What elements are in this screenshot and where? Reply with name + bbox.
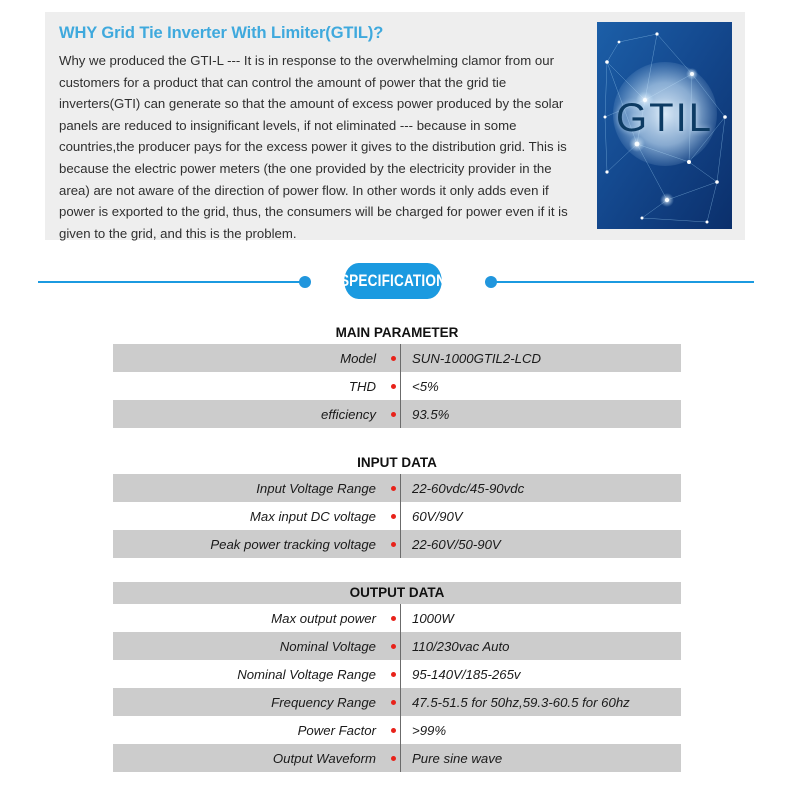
spec-value: 22-60V/50-90V — [412, 536, 501, 552]
spec-value: 95-140V/185-265v — [412, 666, 521, 682]
spec-label: Model — [340, 350, 376, 366]
spec-label: Peak power tracking voltage — [210, 536, 376, 552]
table-row — [113, 744, 681, 772]
divider-line-left — [38, 281, 304, 283]
row-bullet-icon — [386, 728, 400, 733]
spec-value: <5% — [412, 378, 439, 394]
divider-line-right — [496, 281, 754, 283]
spec-label: Max input DC voltage — [249, 508, 376, 524]
table-row — [113, 530, 681, 558]
row-bullet-icon — [386, 644, 400, 649]
spec-value: >99% — [412, 722, 447, 738]
row-bullet-icon — [386, 616, 400, 621]
spec-value: 93.5% — [412, 406, 450, 422]
spec-value: SUN-1000GTIL2-LCD — [412, 350, 541, 366]
spec-label: THD — [348, 378, 376, 394]
specification-tables — [113, 322, 681, 772]
spec-block-title: OUTPUT DATA — [113, 582, 681, 604]
table-row — [113, 344, 681, 372]
row-bullet-icon — [386, 700, 400, 705]
gtil-wordmark: GTIL — [616, 96, 713, 140]
spec-block — [113, 582, 681, 772]
spec-value: 60V/90V — [412, 508, 463, 524]
column-divider — [400, 344, 401, 428]
row-bullet-icon — [386, 542, 400, 547]
spec-label: Nominal Voltage Range — [237, 666, 376, 682]
intro-title: WHY Grid Tie Inverter With Limiter(GTIL)? — [59, 24, 384, 42]
table-row — [113, 604, 681, 632]
column-divider — [400, 474, 401, 558]
row-bullet-icon — [386, 756, 400, 761]
spec-row-group — [113, 474, 681, 558]
spec-label: Output Waveform — [272, 750, 376, 766]
row-bullet-icon — [386, 412, 400, 417]
spec-label: Power Factor — [297, 722, 376, 738]
row-bullet-icon — [386, 486, 400, 491]
divider-dot-left — [299, 276, 311, 288]
spec-value: 47.5-51.5 for 50hz,59.3-60.5 for 60hz — [412, 694, 630, 710]
row-bullet-icon — [386, 514, 400, 519]
table-row — [113, 474, 681, 502]
table-row — [113, 716, 681, 744]
table-row — [113, 632, 681, 660]
spec-value: 22-60vdc/45-90vdc — [412, 480, 525, 496]
intro-image-column — [597, 12, 745, 240]
specification-divider — [0, 258, 790, 306]
spec-row-group — [113, 604, 681, 772]
spec-block — [113, 452, 681, 558]
row-bullet-icon — [386, 356, 400, 361]
table-row — [113, 400, 681, 428]
specification-badge: SPECIFICATION — [344, 263, 442, 299]
spec-value: 1000W — [412, 610, 454, 626]
table-row — [113, 660, 681, 688]
table-row — [113, 688, 681, 716]
spec-label: Frequency Range — [271, 694, 376, 710]
intro-panel — [45, 12, 745, 240]
table-row — [113, 372, 681, 400]
intro-text-column — [45, 12, 597, 240]
spec-label: Max output power — [271, 610, 376, 626]
row-bullet-icon — [386, 384, 400, 389]
spec-block-title: MAIN PARAMETER — [335, 325, 459, 340]
spec-label: Input Voltage Range — [256, 480, 376, 496]
row-bullet-icon — [386, 672, 400, 677]
spec-value: Pure sine wave — [412, 750, 503, 766]
spec-block-title: INPUT DATA — [357, 455, 437, 470]
gtil-product-image — [597, 22, 732, 229]
table-row — [113, 502, 681, 530]
spec-label: Nominal Voltage — [279, 638, 376, 654]
column-divider — [400, 604, 401, 772]
intro-body-text: Why we produced the GTI-L --- It is in response to the overwhelming clamor from our customers for a product that can control the amount of power that the grid tie inverters(GTI) can generate so that the amount of excess power produced by the solar panels are reduced to insignificant levels, if not eliminated --- because in some countries,the producer pays for the excess power it gives to the distribution grid. This is because the electric power meters (the one provided by the electricity provider in the area) are not aware of the direction of power flow. In other words it only adds even if power is exported to the grid, thus, the consumers will be charged for power even if it is given to the grid, and this is the problem. — [59, 53, 568, 241]
spec-value: 110/230vac Auto — [412, 638, 510, 654]
spec-label: efficiency — [321, 406, 376, 422]
spec-block — [113, 322, 681, 428]
spec-row-group — [113, 344, 681, 428]
